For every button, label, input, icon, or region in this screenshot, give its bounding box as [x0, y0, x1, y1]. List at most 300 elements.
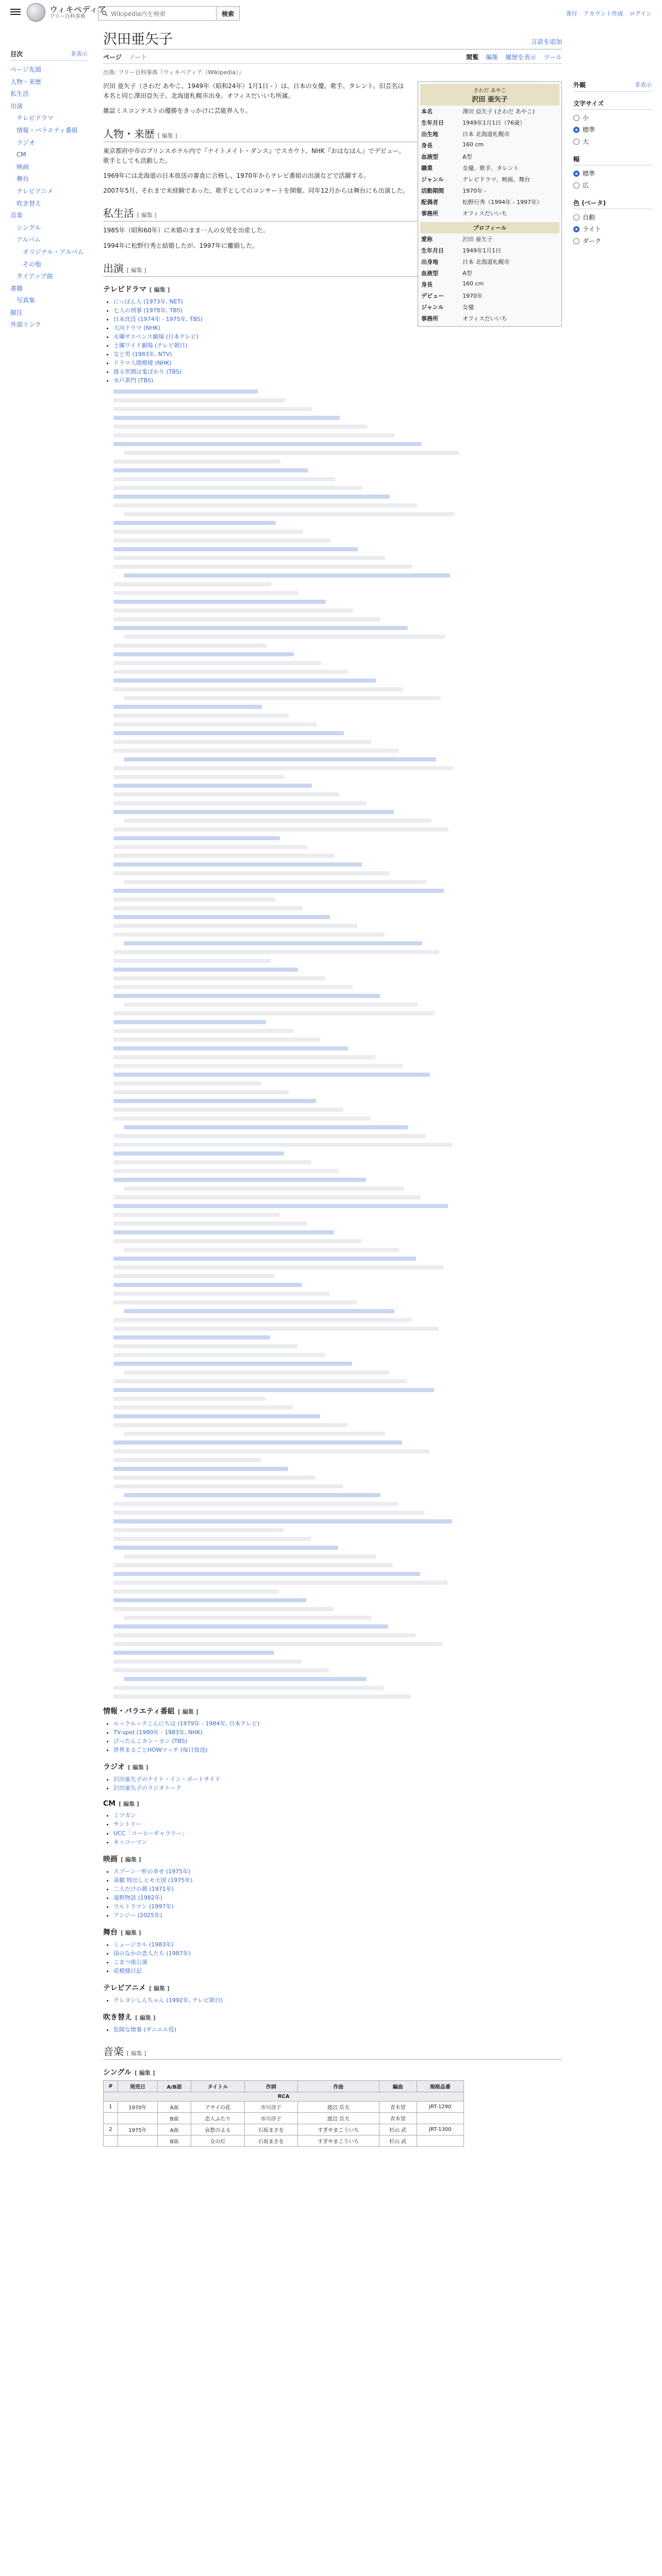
- tvdrama-entry-placeholder: [113, 766, 453, 770]
- search-input[interactable]: Wikipedia内を検索: [98, 6, 217, 21]
- tvdrama-entry-placeholder: [113, 1318, 411, 1322]
- toc-item[interactable]: オリジナル・アルバム: [23, 248, 84, 256]
- search-button[interactable]: 検索: [217, 6, 240, 21]
- tvdrama-entry-placeholder: [113, 1178, 366, 1182]
- bio-paragraph: 2007年5月、それまで未経験であった、歌手としてのコンサートを開催。同年12月からは舞台にも出演した。: [103, 187, 409, 195]
- tvdrama-entry-placeholder: [113, 1230, 334, 1234]
- tvdrama-entry-placeholder: [113, 1292, 329, 1296]
- toc-item[interactable]: ページ先頭: [10, 66, 41, 73]
- tvdrama-entry-placeholder: [113, 591, 299, 595]
- list-item-link[interactable]: 女と男 (1983年, NTV): [113, 350, 172, 358]
- toc-item[interactable]: テレビドラマ: [16, 114, 54, 122]
- section-bio: 人物・来歴 [ 編集 ]: [103, 126, 562, 142]
- radio-icon[interactable]: [573, 127, 580, 133]
- table-header: 作曲: [297, 2081, 379, 2092]
- tvdrama-entry-placeholder: [113, 652, 294, 656]
- tvdrama-entry-placeholder: [113, 959, 271, 963]
- radio-option[interactable]: [573, 179, 652, 191]
- infobox-key: 出身地: [421, 259, 438, 265]
- tvdrama-entry-placeholder: [113, 968, 298, 972]
- tvdrama-entry-placeholder: [113, 1344, 297, 1348]
- list-item: [113, 1893, 562, 1902]
- table-cell: B面: [157, 2136, 191, 2147]
- toc-item[interactable]: 人物・来歴: [10, 78, 42, 86]
- infobox-value: A型: [462, 154, 472, 160]
- tvdrama-entry-placeholder: [113, 845, 307, 849]
- tvdrama-entry-placeholder: [113, 714, 289, 718]
- infobox-value: 女優、歌手、タレント: [462, 165, 519, 172]
- table-cell: 青木望: [379, 2113, 417, 2124]
- label-cell: RCA: [104, 2092, 464, 2102]
- tvdrama-entry-placeholder: [113, 1116, 371, 1121]
- tvdrama-entry-placeholder: [113, 1300, 357, 1304]
- edit-link[interactable]: [ 編集 ]: [137, 212, 157, 219]
- tvdrama-entry-placeholder: [113, 722, 317, 726]
- list-item-link[interactable]: こまつ座公演: [113, 1959, 147, 1965]
- infobox-row: [420, 256, 559, 267]
- list-item-link[interactable]: 渡る世間は鬼ばかり (TBS): [113, 368, 182, 376]
- toc-item[interactable]: タイアップ曲: [16, 273, 53, 280]
- infobox-row: [420, 196, 559, 208]
- table-cell: 石坂まさを: [244, 2136, 297, 2147]
- tvdrama-entry-placeholder: [113, 398, 285, 402]
- infobox-key: 生年月日: [421, 120, 444, 126]
- main-menu-icon[interactable]: [10, 7, 21, 18]
- table-header: タイトル: [191, 2081, 244, 2092]
- radio-label: 大: [583, 138, 589, 145]
- list-item-link[interactable]: ドラマ人間模様 (NHK): [113, 360, 172, 367]
- list-item: [113, 359, 562, 367]
- tvdrama-entry-placeholder: [113, 915, 330, 919]
- radio-label: ダーク: [583, 238, 602, 245]
- section-radio: ラジオ [ 編集 ]: [103, 1763, 148, 1772]
- toc-hide-button[interactable]: 非表示: [71, 50, 88, 57]
- tvdrama-entry-placeholder: [113, 731, 344, 735]
- infobox-value: A型: [462, 270, 472, 277]
- toc-item[interactable]: 映画: [16, 163, 29, 171]
- table-cell: [104, 2136, 118, 2147]
- infobox-row: [420, 267, 559, 279]
- section-cm: CM [ 編集 ]: [103, 1800, 139, 1808]
- radio-icon[interactable]: [573, 214, 580, 221]
- list-item: [113, 1784, 562, 1792]
- tvdrama-entry-placeholder: [113, 801, 367, 805]
- infobox-row: [420, 185, 559, 196]
- tvdrama-entry-placeholder: [113, 1011, 435, 1015]
- tvdrama-entry-placeholder: [113, 1073, 430, 1077]
- tvdrama-entry-placeholder: [113, 1572, 420, 1576]
- dub-list: [103, 2025, 562, 2034]
- toc-item[interactable]: 吹き替え: [16, 199, 42, 207]
- tvdrama-entry-placeholder: [113, 1519, 452, 1523]
- infobox-row: [420, 313, 559, 324]
- tvdrama-entry-placeholder: [113, 1362, 352, 1366]
- radio-label: 小: [583, 114, 589, 122]
- tvdrama-entry-placeholder: [113, 1090, 289, 1094]
- tvdrama-entry-placeholder: [113, 1265, 443, 1269]
- tvdrama-entry-placeholder: [113, 827, 449, 832]
- tvdrama-entry-placeholder: [113, 530, 303, 534]
- list-item: [113, 1719, 562, 1728]
- table-row: [104, 2102, 464, 2113]
- list-item: [113, 1876, 562, 1885]
- toc-item[interactable]: 音楽: [10, 212, 23, 219]
- private-paragraph: 1985年（昭和60年）に未婚のまま一人の女児を出産した。: [103, 227, 269, 234]
- tab-item[interactable]: ツール: [543, 54, 562, 61]
- list-item-link[interactable]: 大河ドラマ (NHK): [113, 324, 160, 331]
- table-cell: [104, 2113, 118, 2124]
- infobox: [418, 81, 562, 327]
- infobox-row: [420, 140, 559, 151]
- private-paragraph: 1994年に松野行秀と結婚したが、1997年に離婚した。: [103, 242, 259, 249]
- radio-option[interactable]: [573, 167, 652, 179]
- list-item-link[interactable]: ぴったんこカン・カン (TBS): [113, 1738, 188, 1745]
- table-cell: 1970年: [118, 2102, 157, 2113]
- edit-link[interactable]: [ 編集 ]: [149, 286, 170, 293]
- list-item-link[interactable]: TV-spot (1980年 - 1983年, NHK): [113, 1729, 203, 1736]
- anime-list: [103, 1996, 562, 2005]
- toc-item[interactable]: 情報・バラエティ番組: [16, 126, 78, 134]
- list-item-link[interactable]: UCC「コーヒーギャラリー」: [113, 1829, 188, 1837]
- list-item: [113, 350, 562, 359]
- list-item-link[interactable]: 世界まるごとHOWマッチ (毎日放送): [113, 1747, 208, 1754]
- tvdrama-entry-placeholder: [113, 1134, 425, 1138]
- list-item-link[interactable]: 喜劇 特出しヒモ天国 (1975年): [113, 1876, 193, 1884]
- tvdrama-entry-placeholder: [113, 1607, 334, 1611]
- tvdrama-entry-placeholder: [113, 705, 262, 709]
- tvdrama-entry-placeholder: [113, 1029, 293, 1033]
- tvdrama-entry-placeholder: [113, 556, 385, 560]
- add-language-button[interactable]: 言語を追加: [531, 38, 562, 45]
- infobox-key: デビュー: [421, 293, 444, 299]
- source-line: 出典: フリー百科事典『ウィキペディア（Wikipedia）』: [103, 69, 244, 76]
- list-item-link[interactable]: アンジー (2025年): [113, 1911, 162, 1919]
- tvdrama-entry-placeholder: [113, 1405, 293, 1410]
- tvdrama-entry-placeholder: [113, 1143, 453, 1147]
- list-item-link[interactable]: キッコーマン: [113, 1838, 147, 1845]
- list-item: [113, 1885, 562, 1893]
- radio-option[interactable]: [573, 223, 652, 235]
- table-cell: 哀愁のよる: [191, 2124, 244, 2136]
- table-cell: 渡辺 岳夫: [297, 2102, 379, 2113]
- list-item: [113, 1949, 562, 1958]
- list-item-link[interactable]: 七人の刑事 (1978年, TBS): [113, 307, 183, 314]
- text-size-heading: 文字サイズ: [573, 99, 652, 110]
- tvdrama-entry-placeholder: [113, 547, 358, 551]
- table-header: 編曲: [379, 2081, 417, 2092]
- tvdrama-entry-placeholder: [113, 906, 303, 910]
- infobox-value: 女優: [462, 304, 474, 311]
- edit-link[interactable]: [ 編集 ]: [121, 1929, 141, 1936]
- list-item: [113, 367, 562, 376]
- infobox-value: 日本 北海道札幌市: [462, 131, 510, 138]
- radio-option[interactable]: [573, 112, 652, 124]
- tvdrama-entry-placeholder: [113, 1598, 306, 1602]
- list-item-link[interactable]: ウルトラマン (1997年): [113, 1903, 174, 1910]
- tvdrama-entry-placeholder: [113, 486, 362, 490]
- appearance-hide-button[interactable]: 非表示: [635, 81, 652, 88]
- table-cell: 渡辺 岳夫: [297, 2113, 379, 2124]
- tvdrama-entry-placeholder: [113, 661, 321, 665]
- tvdrama-entry-placeholder: [113, 1239, 361, 1243]
- infobox-value: 1970年: [462, 293, 483, 299]
- tvdrama-entry-placeholder: [113, 1589, 279, 1594]
- table-cell: [417, 2113, 464, 2124]
- tvdrama-entry-placeholder: [113, 1458, 261, 1462]
- toc-item[interactable]: 出演: [10, 102, 23, 110]
- edit-link[interactable]: [ 編集 ]: [134, 2070, 155, 2077]
- toc-item[interactable]: その他: [23, 260, 42, 268]
- tvdrama-entry-placeholder: [113, 792, 339, 796]
- radio-option[interactable]: [573, 211, 652, 223]
- intro-paragraph-2: 雑誌ミスコンテストの優勝をきっかけに芸能界入り。: [103, 107, 252, 115]
- tvdrama-entry-placeholder: [124, 1616, 371, 1620]
- edit-link[interactable]: [ 編集 ]: [158, 132, 177, 139]
- user-link[interactable]: アカウント作成: [583, 10, 623, 17]
- tvdrama-entry-placeholder: [124, 941, 422, 945]
- infobox-value: 160 cm: [462, 280, 484, 287]
- tvdrama-entry-placeholder: [124, 880, 427, 884]
- site-header: [0, 0, 662, 26]
- radio-icon[interactable]: [573, 238, 580, 244]
- radio-label: 標準: [583, 170, 595, 177]
- list-item: [113, 332, 562, 341]
- logo-title: ウィキペディア: [49, 4, 106, 14]
- tvdrama-entry-placeholder: [113, 670, 349, 674]
- list-item-link[interactable]: にっぽん人 (1973年, NET): [113, 298, 183, 305]
- infobox-key: 配偶者: [421, 199, 438, 206]
- list-item-link[interactable]: 雨のなかの恋人たち (1987年): [113, 1950, 191, 1957]
- list-item-link[interactable]: 危険な情事 (ダニエル役): [113, 2026, 177, 2033]
- list-item: [113, 1902, 562, 1911]
- wikipedia-logo[interactable]: [27, 3, 106, 22]
- table-header: A/B面: [157, 2081, 191, 2092]
- list-item: [113, 2025, 562, 2034]
- toc-header: 目次 非表示: [10, 49, 88, 61]
- tvdrama-entry-placeholder: [124, 1309, 394, 1313]
- tab-item[interactable]: 編集: [486, 54, 499, 61]
- tvdrama-entry-placeholder: [113, 897, 275, 902]
- tvdrama-entry-placeholder: [124, 1125, 408, 1129]
- section-variety: 情報・バラエティ番組 [ 編集 ]: [103, 1707, 198, 1716]
- radio-icon[interactable]: [573, 182, 580, 189]
- tvdrama-entry-placeholder: [113, 1659, 302, 1664]
- search-icon: [102, 10, 108, 16]
- tab-item[interactable]: 閲覧: [466, 54, 479, 61]
- user-link[interactable]: 寄付: [566, 10, 577, 17]
- bio-paragraph: 1969年には北海道の日本放送の審査に合格し、1970年からテレビ番組の出演などで活躍する。: [103, 172, 370, 179]
- radio-option[interactable]: [573, 124, 652, 135]
- tvdrama-entry-placeholder: [113, 1151, 284, 1156]
- radio-option[interactable]: [573, 235, 652, 247]
- stage-list: [103, 1940, 562, 1975]
- toc-item[interactable]: 書籍: [10, 284, 23, 292]
- appearance-panel: [573, 80, 652, 247]
- tvdrama-entry-placeholder: [113, 1511, 425, 1515]
- table-cell: JRT-1290: [417, 2102, 464, 2113]
- infobox-value: 1949年1月1日（76歳）: [462, 120, 525, 126]
- tvdrama-entry-placeholder: [113, 1686, 384, 1690]
- list-item-link[interactable]: クレヨンしんちゃん (1992年, テレビ朝日): [113, 1997, 223, 2004]
- toc-item[interactable]: CM: [16, 151, 26, 159]
- toc-item[interactable]: ラジオ: [16, 139, 36, 146]
- width-heading: 幅: [573, 155, 652, 165]
- globe-logo-icon: [27, 3, 45, 22]
- tvdrama-entry-placeholder: [113, 933, 385, 937]
- list-item: [113, 1867, 562, 1876]
- list-item-link[interactable]: 花模様日記: [113, 1968, 142, 1975]
- table-cell: [118, 2113, 157, 2124]
- list-item-link[interactable]: 日本沈没 (1974年 - 1975年, TBS): [113, 315, 203, 323]
- edit-link[interactable]: [ 編集 ]: [121, 1856, 141, 1863]
- tvdrama-entry-placeholder: [113, 1476, 316, 1480]
- user-link[interactable]: ログイン: [629, 10, 652, 17]
- tvdrama-entry-placeholder: [113, 1624, 388, 1629]
- toc-item[interactable]: 脚注: [10, 309, 23, 316]
- tab-item[interactable]: ノート: [128, 54, 147, 61]
- table-cell: 1975年: [118, 2124, 157, 2136]
- edit-link[interactable]: [ 編集 ]: [127, 2050, 146, 2057]
- tvdrama-entry-placeholder: [113, 1160, 311, 1164]
- list-item-link[interactable]: 沢田亜矢子のナイト・イン・ポートサイド: [113, 1776, 221, 1783]
- tvdrama-entry-placeholder: [113, 1257, 416, 1261]
- tvdrama-entry-placeholder: [113, 1327, 439, 1331]
- tvdrama-entry-placeholder: [113, 1195, 421, 1199]
- tvdrama-entry-placeholder: [113, 1038, 321, 1042]
- tvdrama-entry-placeholder: [113, 950, 439, 954]
- infobox-row: [420, 290, 559, 301]
- table-header: 作詞: [244, 2081, 297, 2092]
- radio-list: [103, 1775, 562, 1792]
- infobox-key: ジャンル: [421, 304, 444, 311]
- list-item-link[interactable]: サントリー: [113, 1821, 142, 1828]
- toc-item[interactable]: アルバム: [16, 236, 41, 244]
- variety-list: [103, 1719, 562, 1754]
- infobox-row: [420, 117, 559, 128]
- infobox-row: [420, 301, 559, 313]
- infobox-key: ジャンル: [421, 176, 444, 183]
- tvdrama-entry-placeholder: [113, 1388, 434, 1392]
- list-item: [113, 1911, 562, 1920]
- edit-link[interactable]: [ 編集 ]: [128, 1764, 148, 1771]
- list-item-link[interactable]: ルックルックこんにちは (1979年 - 1984年, 日本テレビ): [113, 1720, 260, 1727]
- tvdrama-entry-placeholder: [113, 1099, 316, 1103]
- section-stage: 舞台 [ 編集 ]: [103, 1928, 141, 1937]
- tvdrama-entry-placeholder: [124, 1554, 376, 1558]
- list-item-link[interactable]: ミュージカル (1983年): [113, 1941, 174, 1948]
- list-item: [113, 1829, 562, 1838]
- toc-item[interactable]: シングル: [16, 224, 41, 231]
- section-private: 私生活 [ 編集 ]: [103, 205, 562, 222]
- list-item-link[interactable]: 火曜サスペンス劇場 (日本テレビ): [113, 333, 199, 340]
- tvdrama-entry-placeholder: [113, 433, 394, 437]
- tab-item[interactable]: 履歴を表示: [505, 54, 537, 61]
- list-item-link[interactable]: スプーン一杯の幸せ (1975年): [113, 1868, 191, 1875]
- infobox-value: オフィスだいいち: [462, 210, 507, 217]
- tvdrama-entry-placeholder: [113, 1440, 402, 1445]
- tvdrama-entry-placeholder: [113, 1064, 403, 1068]
- infobox-key: 出生地: [421, 131, 438, 138]
- radio-icon[interactable]: [573, 115, 580, 121]
- tvdrama-entry-placeholder: [124, 1370, 390, 1375]
- list-item-link[interactable]: 沢田亜矢子のラジオトーク: [113, 1785, 181, 1792]
- tvdrama-entry-placeholder: [113, 1581, 448, 1585]
- tvdrama-entry-placeholder: [124, 1677, 367, 1681]
- infobox-title: さわだ あやこ 沢田 亜矢子: [420, 84, 559, 106]
- radio-icon[interactable]: [573, 226, 580, 232]
- infobox-key: 本名: [421, 108, 433, 115]
- infobox-value: 1949年1月1日: [462, 247, 501, 254]
- table-cell: [417, 2136, 464, 2147]
- table-cell: 市川淳子: [244, 2113, 297, 2124]
- tvdrama-entry-placeholder: [113, 871, 389, 875]
- tvdrama-entry-placeholder: [113, 425, 367, 429]
- edit-link[interactable]: [ 編集 ]: [177, 1708, 198, 1716]
- tvdrama-entry-placeholder: [113, 600, 326, 604]
- list-item-link[interactable]: 遠野物語 (1982年): [113, 1894, 163, 1901]
- edit-link[interactable]: [ 編集 ]: [135, 2014, 156, 2022]
- tvdrama-entry-placeholder: [113, 643, 267, 648]
- tvdrama-entry-placeholder: [113, 1397, 266, 1401]
- infobox-value: 160 cm: [462, 141, 484, 148]
- infobox-key: 血液型: [421, 154, 438, 160]
- tvdrama-entry-placeholder: [113, 924, 357, 928]
- list-item: [113, 1745, 562, 1754]
- radio-option[interactable]: [573, 135, 652, 147]
- list-item-link[interactable]: 水戸黄門 (TBS): [113, 377, 154, 384]
- list-item-link[interactable]: 土曜ワイド劇場 (テレビ朝日): [113, 342, 188, 349]
- search-form: [98, 6, 240, 21]
- tvdrama-entry-placeholder: [113, 1423, 347, 1427]
- tvdrama-entry-placeholder: [113, 740, 371, 744]
- table-header: 発売日: [118, 2081, 157, 2092]
- edit-link[interactable]: [ 編集 ]: [149, 1985, 170, 1992]
- toc-item[interactable]: テレビアニメ: [16, 187, 54, 195]
- table-cell: 2: [104, 2124, 118, 2136]
- table-cell: 青木望: [379, 2102, 417, 2113]
- tvdrama-entry-placeholder: [113, 617, 380, 621]
- list-item-link[interactable]: 二人だけの朝 (1971年): [113, 1885, 174, 1892]
- tvdrama-entry-placeholder: [113, 1204, 448, 1208]
- list-item: [113, 1996, 562, 2005]
- toc-item[interactable]: 私生活: [10, 90, 29, 98]
- toc-item[interactable]: 舞台: [16, 175, 29, 183]
- edit-link[interactable]: [ 編集 ]: [127, 266, 146, 274]
- toc-item[interactable]: 外部リンク: [10, 321, 41, 329]
- tvdrama-entry-placeholder: [113, 1274, 275, 1278]
- table-cell: すぎやまこういち: [297, 2124, 379, 2136]
- infobox-value: 沢田 亜矢子: [462, 236, 493, 243]
- list-item-link[interactable]: ミツカン: [113, 1812, 136, 1819]
- tab-item[interactable]: ページ: [103, 54, 122, 61]
- radio-label: ライト: [583, 226, 601, 233]
- toc-item[interactable]: 写真集: [16, 297, 36, 304]
- infobox-row: [420, 233, 559, 245]
- edit-link[interactable]: [ 編集 ]: [119, 1801, 139, 1808]
- radio-icon[interactable]: [573, 139, 580, 145]
- page-title: 沢田亜矢子: [103, 31, 173, 47]
- tvdrama-entry-placeholder: [124, 573, 450, 578]
- tvdrama-entry-placeholder: [113, 749, 399, 753]
- tvdrama-entry-placeholder: [113, 416, 340, 420]
- list-item: [113, 1737, 562, 1745]
- radio-icon[interactable]: [573, 171, 580, 177]
- appearance-header: 外観 非表示: [573, 80, 652, 92]
- table-cell: 石坂まさを: [244, 2124, 297, 2136]
- infobox-key: 生年月日: [421, 247, 444, 254]
- movie-list: [103, 1867, 562, 1920]
- tvdrama-entry-placeholder: [113, 1484, 343, 1488]
